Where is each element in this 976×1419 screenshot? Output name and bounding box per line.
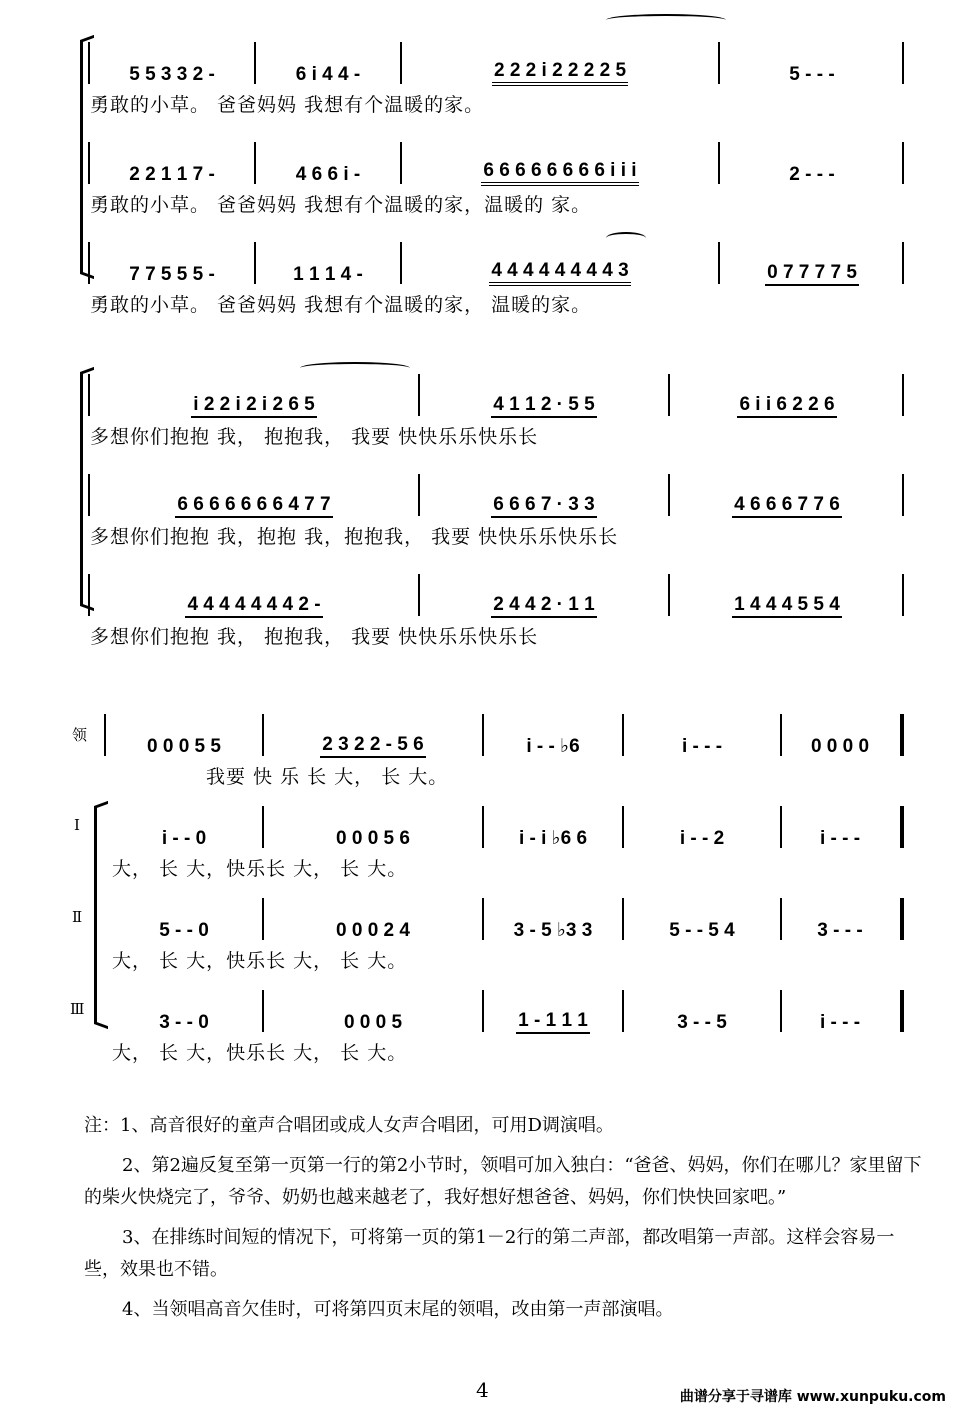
note-group: i - i ♭6 6 [518, 828, 588, 849]
barline [262, 714, 264, 756]
note-group: i - - - [819, 828, 861, 849]
barline [88, 574, 90, 616]
barline [262, 806, 264, 848]
note-group: 7 7 5 5 5 - [129, 264, 215, 285]
system-brace [80, 372, 83, 606]
lyrics-line: 勇敢的小草。 爸爸妈妈 我想有个温暖的家。 [90, 94, 485, 116]
note-2: 2、第2遍反复至第一页第一行的第2小节时，领唱可加入独白：“爸爸、妈妈，你们在哪儿？家里留下的柴火快烧完了，爷爷、奶奶也越来越老了，我好想好想爸爸、妈妈，你们快快回家吧。” [84, 1155, 922, 1208]
barline [262, 898, 264, 940]
note-group: 2 2 1 1 7 - [129, 164, 215, 185]
barline [482, 990, 484, 1032]
note-group: i - - ♭6 [526, 736, 580, 757]
performance-notes [84, 1110, 924, 1326]
measure [92, 572, 416, 618]
note-group: 6 6 6 6 6 6 6 4 7 7 [175, 494, 332, 518]
measure [486, 712, 620, 758]
part-label-2: Ⅱ [72, 908, 83, 926]
measure [672, 472, 902, 518]
final-barline [900, 714, 904, 756]
note-group: 4 6 6 6 7 7 6 [732, 494, 842, 518]
lyrics-line: 多想你们抱抱 我， 抱抱我， 我要 快快乐乐快乐长 [90, 626, 539, 648]
barline [668, 474, 670, 516]
note-group: 3 - - - [817, 920, 863, 941]
barline [668, 374, 670, 416]
barline [254, 142, 256, 184]
measure [404, 240, 716, 286]
measure [266, 712, 480, 758]
barline [88, 374, 90, 416]
measure [784, 988, 896, 1034]
note-group: 3 - - 5 [677, 1012, 727, 1033]
note-group: 2 4 4 2 · 1 1 [491, 594, 596, 618]
note-group: 2 3 2 2 - 5 6 [320, 734, 425, 758]
barline [902, 42, 904, 84]
note-group: i - - - [681, 736, 723, 757]
measure [486, 804, 620, 850]
measure [784, 712, 896, 758]
note-group: 6 6 6 6 6 6 6 6 i i i [481, 160, 638, 186]
measure [92, 40, 252, 86]
final-barline [900, 990, 904, 1032]
barline [88, 474, 90, 516]
barline [104, 714, 106, 756]
slur [606, 232, 646, 244]
barline [88, 242, 90, 284]
note-group: 0 0 0 5 5 [147, 736, 221, 757]
note-group: 2 - - - [789, 164, 835, 185]
measure [108, 804, 260, 850]
measure [722, 240, 902, 286]
measure [784, 804, 896, 850]
barline [718, 142, 720, 184]
lyrics-line: 勇敢的小草。 爸爸妈妈 我想有个温暖的家， 温暖的家。 [90, 294, 592, 316]
barline [902, 242, 904, 284]
barline [780, 806, 782, 848]
barline [400, 242, 402, 284]
measure [108, 712, 260, 758]
barline [418, 574, 420, 616]
note-4: 4、当领唱高音欠佳时，可将第四页末尾的领唱，改由第一声部演唱。 [122, 1299, 674, 1320]
note-group: 6 6 6 7 · 3 3 [491, 494, 596, 518]
note-group: 0 0 0 5 6 [336, 828, 410, 849]
note-group: 3 - 5 ♭3 3 [513, 920, 593, 941]
slur [300, 362, 410, 374]
lyrics-line: 勇敢的小草。 爸爸妈妈 我想有个温暖的家，温暖的 家。 [90, 194, 592, 216]
measure [108, 988, 260, 1034]
note-group: 6 i 4 4 - [295, 64, 361, 85]
measure [404, 140, 716, 186]
note-1: 注：1、高音很好的童声合唱团或成人女声合唱团，可用D调演唱。 [84, 1115, 614, 1136]
barline [718, 242, 720, 284]
measure [92, 372, 416, 418]
barline [668, 574, 670, 616]
measure [672, 572, 902, 618]
lyrics-line: 大， 长 大，快乐长 大， 长 大。 [112, 950, 408, 972]
measure [108, 896, 260, 942]
lyrics-line: 大， 长 大，快乐长 大， 长 大。 [112, 1042, 408, 1064]
barline [262, 990, 264, 1032]
barline [400, 42, 402, 84]
measure [422, 572, 666, 618]
note-group: i - - 2 [679, 828, 725, 849]
note-group: 4 4 4 4 4 4 4 4 3 [489, 260, 630, 286]
barline [400, 142, 402, 184]
measure [486, 988, 620, 1034]
note-group: i - - - [819, 1012, 861, 1033]
barline [902, 374, 904, 416]
final-barline [900, 898, 904, 940]
measure [92, 140, 252, 186]
barline [622, 990, 624, 1032]
measure [626, 988, 778, 1034]
barline [88, 142, 90, 184]
barline [902, 142, 904, 184]
lead-label: 领 [72, 726, 88, 744]
measure [672, 372, 902, 418]
barline [622, 806, 624, 848]
measure [626, 804, 778, 850]
note-group: 2 2 2 i 2 2 2 2 5 [492, 60, 628, 86]
barline [418, 374, 420, 416]
measure [422, 372, 666, 418]
measure [626, 712, 778, 758]
barline [418, 474, 420, 516]
measure [92, 472, 416, 518]
barline [88, 42, 90, 84]
lyrics-line: 多想你们抱抱 我， 抱抱我， 我要 快快乐乐快乐长 [90, 426, 539, 448]
measure [626, 896, 778, 942]
barline [902, 574, 904, 616]
part-label-3: Ⅲ [70, 1000, 85, 1018]
slur [606, 14, 726, 26]
lyrics-line: 我要 快 乐 长 大， 长 大。 [206, 766, 449, 788]
note-group: 4 4 4 4 4 4 4 2 - [185, 594, 322, 618]
measure [258, 240, 398, 286]
source-credit: 曲谱分享于寻谱库 www.xunpuku.com [679, 1389, 946, 1405]
note-group: 5 - - 5 4 [669, 920, 735, 941]
note-group: 0 0 0 2 4 [336, 920, 410, 941]
note-group: 0 0 0 0 [810, 736, 870, 757]
lyrics-line: 大， 长 大，快乐长 大， 长 大。 [112, 858, 408, 880]
note-group: 3 - - 0 [159, 1012, 209, 1033]
note-group: 5 - - - [789, 64, 835, 85]
note-group: 4 6 6 i - [295, 164, 361, 185]
note-group: i - - 0 [161, 828, 207, 849]
barline [254, 242, 256, 284]
measure [404, 40, 716, 86]
note-group: 0 7 7 7 7 5 [765, 262, 859, 286]
note-group: 5 5 3 3 2 - [129, 64, 215, 85]
barline [718, 42, 720, 84]
final-barline [900, 806, 904, 848]
measure [722, 40, 902, 86]
barline [780, 898, 782, 940]
barline [622, 898, 624, 940]
measure [266, 896, 480, 942]
measure [92, 240, 252, 286]
note-group: 1 1 1 4 - [293, 264, 363, 285]
note-3: 3、在排练时间短的情况下，可将第一页的第1－2行的第二声部，都改唱第一声部。这样会容易一些，效果也不错。 [84, 1227, 895, 1280]
barline [780, 714, 782, 756]
barline [780, 990, 782, 1032]
note-group: 1 - 1 1 1 [516, 1010, 590, 1034]
note-group: 0 0 0 5 [343, 1012, 403, 1033]
measure [258, 40, 398, 86]
measure [784, 896, 896, 942]
barline [622, 714, 624, 756]
barline [482, 714, 484, 756]
measure [422, 472, 666, 518]
note-group: 5 - - 0 [159, 920, 209, 941]
note-group: 6 i i 6 2 2 6 [737, 394, 836, 418]
barline [254, 42, 256, 84]
measure [266, 988, 480, 1034]
lyrics-line: 多想你们抱抱 我，抱抱 我，抱抱我， 我要 快快乐乐快乐长 [90, 526, 619, 548]
measure [258, 140, 398, 186]
page-number: 4 [476, 1378, 489, 1402]
note-group: i 2 2 i 2 i 2 6 5 [191, 394, 316, 418]
part-label-1: Ⅰ [74, 816, 80, 834]
measure [722, 140, 902, 186]
barline [482, 806, 484, 848]
system-brace [80, 40, 83, 274]
measure [486, 896, 620, 942]
measure [266, 804, 480, 850]
system-brace [94, 806, 97, 1024]
barline [902, 474, 904, 516]
barline [482, 898, 484, 940]
note-group: 1 4 4 4 5 5 4 [732, 594, 842, 618]
note-group: 4 1 1 2 · 5 5 [491, 394, 596, 418]
